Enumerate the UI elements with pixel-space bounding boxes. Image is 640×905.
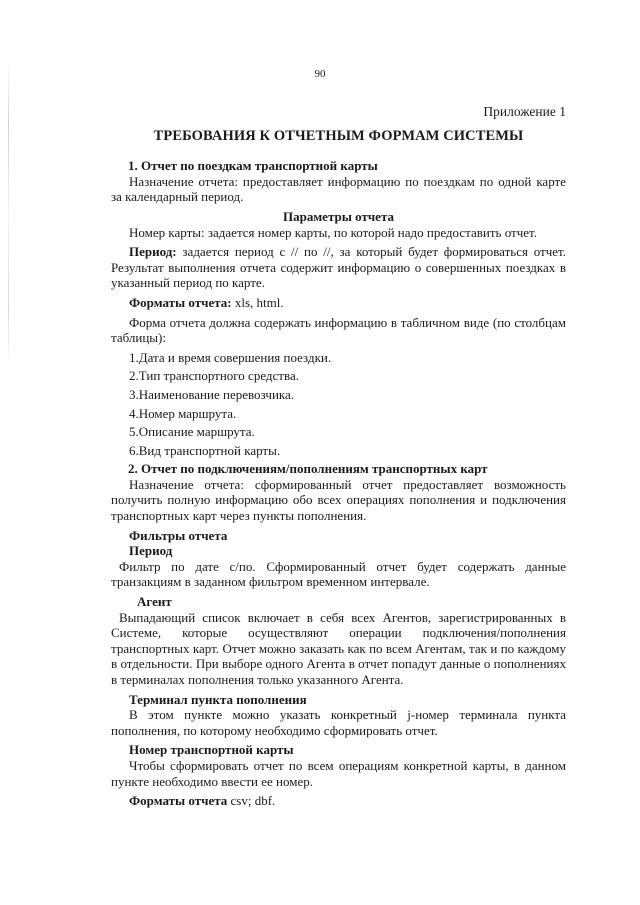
scan-margin-artifact: [8, 60, 9, 370]
section2-period-heading: Период: [129, 543, 173, 559]
page-number: 90: [314, 68, 326, 80]
list-item: 1.Дата и время совершения поездки.: [129, 349, 332, 365]
section1-form-text: Форма отчета должна содержать информацию в табличном виде (по столбцам таблицы):: [111, 314, 566, 346]
section2-filters-heading: Фильтры отчета: [129, 527, 228, 543]
section2-terminal-heading: Терминал пункта пополнения: [129, 691, 307, 707]
section2-formats: [111, 793, 566, 809]
section2-card-heading: Номер транспортной карты: [129, 742, 294, 758]
section1-purpose: Назначение отчета: предоставляет информацию по поездкам по одной карте за календарный период.: [111, 173, 566, 205]
section1-period-text: задается период с // по //, за который будет формироваться отчет. Результат выполнения отчета содержит информацию о совершенных поездках в указанный период по карте.: [111, 244, 566, 291]
section1-card-number: Номер карты: задается номер карты, по которой надо предоставить отчет.: [129, 224, 537, 240]
section2-formats-label: Форматы отчета: [129, 793, 228, 809]
section1-period-label: Период:: [129, 244, 177, 260]
list-item: 3.Наименование перевозчика.: [129, 386, 295, 402]
section2-agent-text: Выпадающий список включает в себя всех Агентов, зарегистрированных в Системе, которые осуществляют операции подключения/пополнения транспортных карт. Отчет можно заказать как по всем Агентам, так и по каждому в отдельности. При выборе одного Агента в отчет попадут данные о пополнениях в терминалах пополнения только указанного Агента.: [111, 609, 566, 687]
section2-agent-heading: Агент: [137, 594, 172, 610]
section1-period: [111, 244, 566, 291]
document-title: ТРЕБОВАНИЯ К ОТЧЕТНЫМ ФОРМАМ СИСТЕМЫ: [153, 127, 524, 144]
list-item: 6.Вид транспортной карты.: [129, 442, 281, 458]
section1-formats-text: xls, html.: [231, 294, 284, 310]
list-item: 5.Описание маршрута.: [129, 424, 255, 440]
list-item: 4.Номер маршрута.: [129, 405, 237, 421]
section2-period-text: Фильтр по дате с/по. Сформированный отчет будет содержать данные транзакциям в заданном фильтром временном интервале.: [111, 558, 566, 590]
section1-formats: [111, 295, 566, 311]
appendix-label: Приложение 1: [483, 104, 566, 119]
section2-card-text: Чтобы сформировать отчет по всем операциям конкретной карты, в данном пункте необходимо ввести ее номер.: [111, 757, 566, 789]
page-content: [111, 104, 566, 813]
section2-heading: 2. Отчет по подключениям/пополнениям транспортных карт: [128, 461, 488, 477]
section1-formats-label: Форматы отчета:: [129, 294, 232, 310]
section2-purpose: Назначение отчета: сформированный отчет предоставляет возможность получить полную информацию обо всех операциях пополнения и подключения транспортных карт через пункты пополнения.: [111, 476, 566, 524]
section1-params-heading: Параметры отчета: [282, 208, 394, 224]
list-item: 2.Тип транспортного средства.: [129, 368, 299, 384]
section2-formats-text: csv; dbf.: [227, 793, 276, 809]
section1-heading: 1. Отчет по поездкам транспортной карты: [128, 158, 378, 174]
section2-terminal-text: В этом пункте можно указать конкретный j-номер терминала пункта пополнения, по которому необходимо сформировать отчет.: [111, 707, 566, 738]
